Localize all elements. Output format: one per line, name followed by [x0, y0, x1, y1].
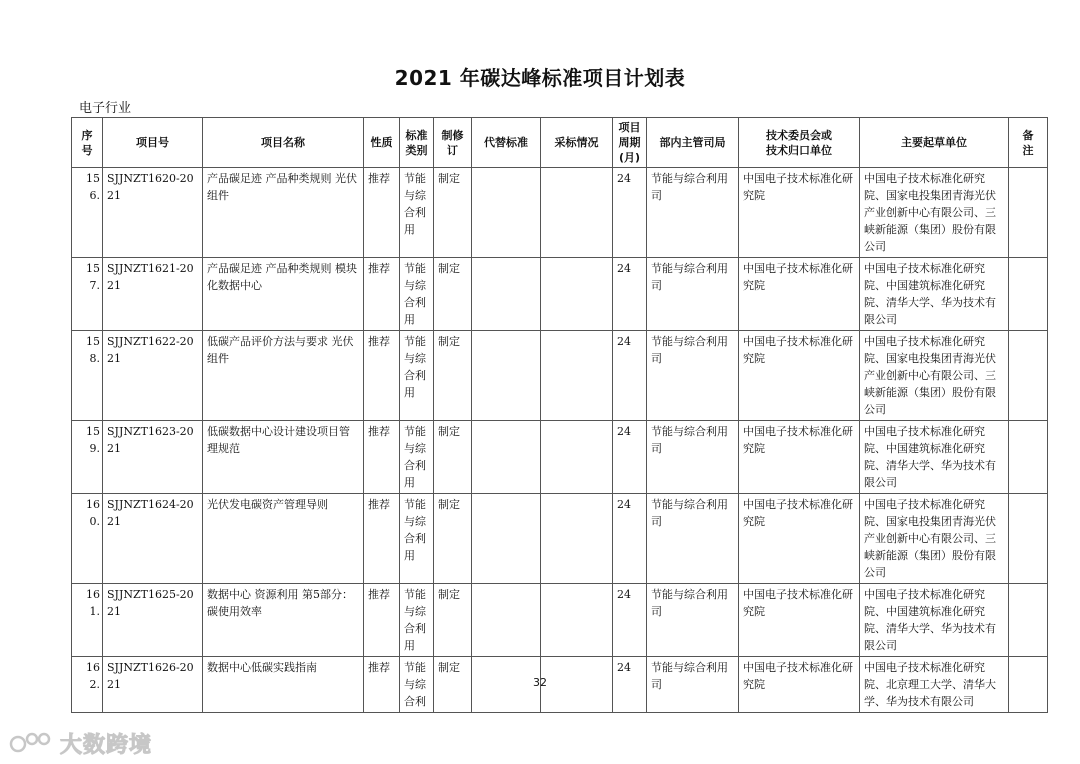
cell-project-name: 数据中心 资源利用 第5部分：碳使用效率 [203, 584, 364, 657]
cell-project-no: SJJNZT1623-2021 [103, 421, 203, 494]
cell-drafting-units: 中国电子技术标准化研究院、中国建筑标准化研究院、清华大学、华为技术有限公司 [860, 258, 1009, 331]
header-adopt-status: 采标情况 [541, 118, 613, 168]
cell-std-type: 节能与综合利用 [400, 331, 434, 421]
cell-nature: 推荐 [364, 584, 400, 657]
cell-project-no: SJJNZT1622-2021 [103, 331, 203, 421]
cell-adopt-status [541, 168, 613, 258]
cell-drafting-units: 中国电子技术标准化研究院、中国建筑标准化研究院、清华大学、华为技术有限公司 [860, 584, 1009, 657]
cell-project-name: 光伏发电碳资产管理导则 [203, 494, 364, 584]
cell-make-revise: 制定 [434, 331, 472, 421]
page-number: 32 [533, 676, 547, 689]
cell-project-no: SJJNZT1626-2021 [103, 657, 203, 713]
cell-dept: 节能与综合利用司 [647, 494, 739, 584]
cell-remarks [1009, 421, 1048, 494]
cell-drafting-units: 中国电子技术标准化研究院、中国建筑标准化研究院、清华大学、华为技术有限公司 [860, 421, 1009, 494]
cell-adopt-status [541, 584, 613, 657]
cell-seq: 159. [72, 421, 103, 494]
cell-dept: 节能与综合利用司 [647, 258, 739, 331]
cell-project-name: 数据中心低碳实践指南 [203, 657, 364, 713]
cell-cycle: 24 [613, 331, 647, 421]
cell-dept: 节能与综合利用司 [647, 331, 739, 421]
watermark-text: 大数跨境 [60, 732, 153, 758]
cell-replace-std [472, 258, 541, 331]
cell-committee: 中国电子技术标准化研究院 [739, 421, 860, 494]
table-row [72, 331, 1048, 421]
cell-committee: 中国电子技术标准化研究院 [739, 331, 860, 421]
cell-nature: 推荐 [364, 331, 400, 421]
table-row [72, 584, 1048, 657]
cell-project-name: 低碳产品评价方法与要求 光伏组件 [203, 331, 364, 421]
cell-seq: 158. [72, 331, 103, 421]
cell-adopt-status [541, 421, 613, 494]
cell-cycle: 24 [613, 657, 647, 713]
plan-table [71, 117, 1048, 713]
cell-make-revise: 制定 [434, 657, 472, 713]
cell-drafting-units: 中国电子技术标准化研究院、北京理工大学、清华大学、华为技术有限公司 [860, 657, 1009, 713]
table-row [72, 258, 1048, 331]
cell-cycle: 24 [613, 494, 647, 584]
watermark-logo-icon [8, 729, 54, 757]
document-title: 2021 年碳达峰标准项目计划表 [394, 66, 686, 90]
header-project-no: 项目号 [103, 118, 203, 168]
cell-committee: 中国电子技术标准化研究院 [739, 657, 860, 713]
cell-replace-std [472, 168, 541, 258]
cell-std-type: 节能与综合利用 [400, 494, 434, 584]
cell-committee: 中国电子技术标准化研究院 [739, 258, 860, 331]
cell-project-no: SJJNZT1621-2021 [103, 258, 203, 331]
cell-adopt-status [541, 331, 613, 421]
cell-drafting-units: 中国电子技术标准化研究院、国家电投集团青海光伏产业创新中心有限公司、三峡新能源（集团）股份有限公司 [860, 494, 1009, 584]
table-row [72, 494, 1048, 584]
cell-remarks [1009, 258, 1048, 331]
header-dept: 部内主管司局 [647, 118, 739, 168]
cell-std-type: 节能与综合利用 [400, 258, 434, 331]
cell-seq: 160. [72, 494, 103, 584]
cell-project-no: SJJNZT1625-2021 [103, 584, 203, 657]
cell-std-type: 节能与综合利用 [400, 421, 434, 494]
cell-nature: 推荐 [364, 258, 400, 331]
cell-nature: 推荐 [364, 168, 400, 258]
header-make-revise: 制修 订 [434, 118, 472, 168]
cell-replace-std [472, 331, 541, 421]
header-committee: 技术委员会或 技术归口单位 [739, 118, 860, 168]
cell-adopt-status [541, 494, 613, 584]
cell-std-type: 节能与综合利用 [400, 584, 434, 657]
header-remarks: 备 注 [1009, 118, 1048, 168]
header-std-type: 标准 类别 [400, 118, 434, 168]
cell-drafting-units: 中国电子技术标准化研究院、国家电投集团青海光伏产业创新中心有限公司、三峡新能源（集团）股份有限公司 [860, 168, 1009, 258]
cell-nature: 推荐 [364, 494, 400, 584]
table-row [72, 168, 1048, 258]
cell-adopt-status [541, 258, 613, 331]
cell-cycle: 24 [613, 421, 647, 494]
cell-dept: 节能与综合利用司 [647, 168, 739, 258]
cell-remarks [1009, 331, 1048, 421]
header-seq: 序 号 [72, 118, 103, 168]
cell-make-revise: 制定 [434, 258, 472, 331]
cell-committee: 中国电子技术标准化研究院 [739, 168, 860, 258]
cell-dept: 节能与综合利用司 [647, 421, 739, 494]
cell-drafting-units: 中国电子技术标准化研究院、国家电投集团青海光伏产业创新中心有限公司、三峡新能源（集团）股份有限公司 [860, 331, 1009, 421]
table-header-row [72, 118, 1048, 168]
header-cycle: 项目 周期 (月) [613, 118, 647, 168]
cell-make-revise: 制定 [434, 421, 472, 494]
cell-seq: 162. [72, 657, 103, 713]
cell-dept: 节能与综合利用司 [647, 657, 739, 713]
cell-committee: 中国电子技术标准化研究院 [739, 494, 860, 584]
cell-make-revise: 制定 [434, 168, 472, 258]
cell-replace-std [472, 494, 541, 584]
cell-make-revise: 制定 [434, 494, 472, 584]
cell-cycle: 24 [613, 168, 647, 258]
cell-seq: 157. [72, 258, 103, 331]
cell-project-no: SJJNZT1624-2021 [103, 494, 203, 584]
watermark [8, 728, 152, 758]
cell-cycle: 24 [613, 584, 647, 657]
cell-make-revise: 制定 [434, 584, 472, 657]
cell-std-type: 节能与综合利用 [400, 168, 434, 258]
cell-std-type: 节能与综合利 [400, 657, 434, 713]
header-project-name: 项目名称 [203, 118, 364, 168]
cell-dept: 节能与综合利用司 [647, 584, 739, 657]
cell-project-name: 产品碳足迹 产品种类规则 模块化数据中心 [203, 258, 364, 331]
cell-remarks [1009, 494, 1048, 584]
cell-committee: 中国电子技术标准化研究院 [739, 584, 860, 657]
cell-project-name: 低碳数据中心设计建设项目管理规范 [203, 421, 364, 494]
cell-nature: 推荐 [364, 657, 400, 713]
table-row [72, 421, 1048, 494]
cell-project-name: 产品碳足迹 产品种类规则 光伏组件 [203, 168, 364, 258]
header-replace-std: 代替标准 [472, 118, 541, 168]
header-nature: 性质 [364, 118, 400, 168]
cell-seq: 161. [72, 584, 103, 657]
cell-seq: 156. [72, 168, 103, 258]
cell-remarks [1009, 168, 1048, 258]
header-drafting-units: 主要起草单位 [860, 118, 1009, 168]
industry-label: 电子行业 [79, 101, 132, 116]
cell-replace-std [472, 584, 541, 657]
cell-remarks [1009, 584, 1048, 657]
cell-replace-std [472, 421, 541, 494]
cell-project-no: SJJNZT1620-2021 [103, 168, 203, 258]
cell-cycle: 24 [613, 258, 647, 331]
cell-nature: 推荐 [364, 421, 400, 494]
